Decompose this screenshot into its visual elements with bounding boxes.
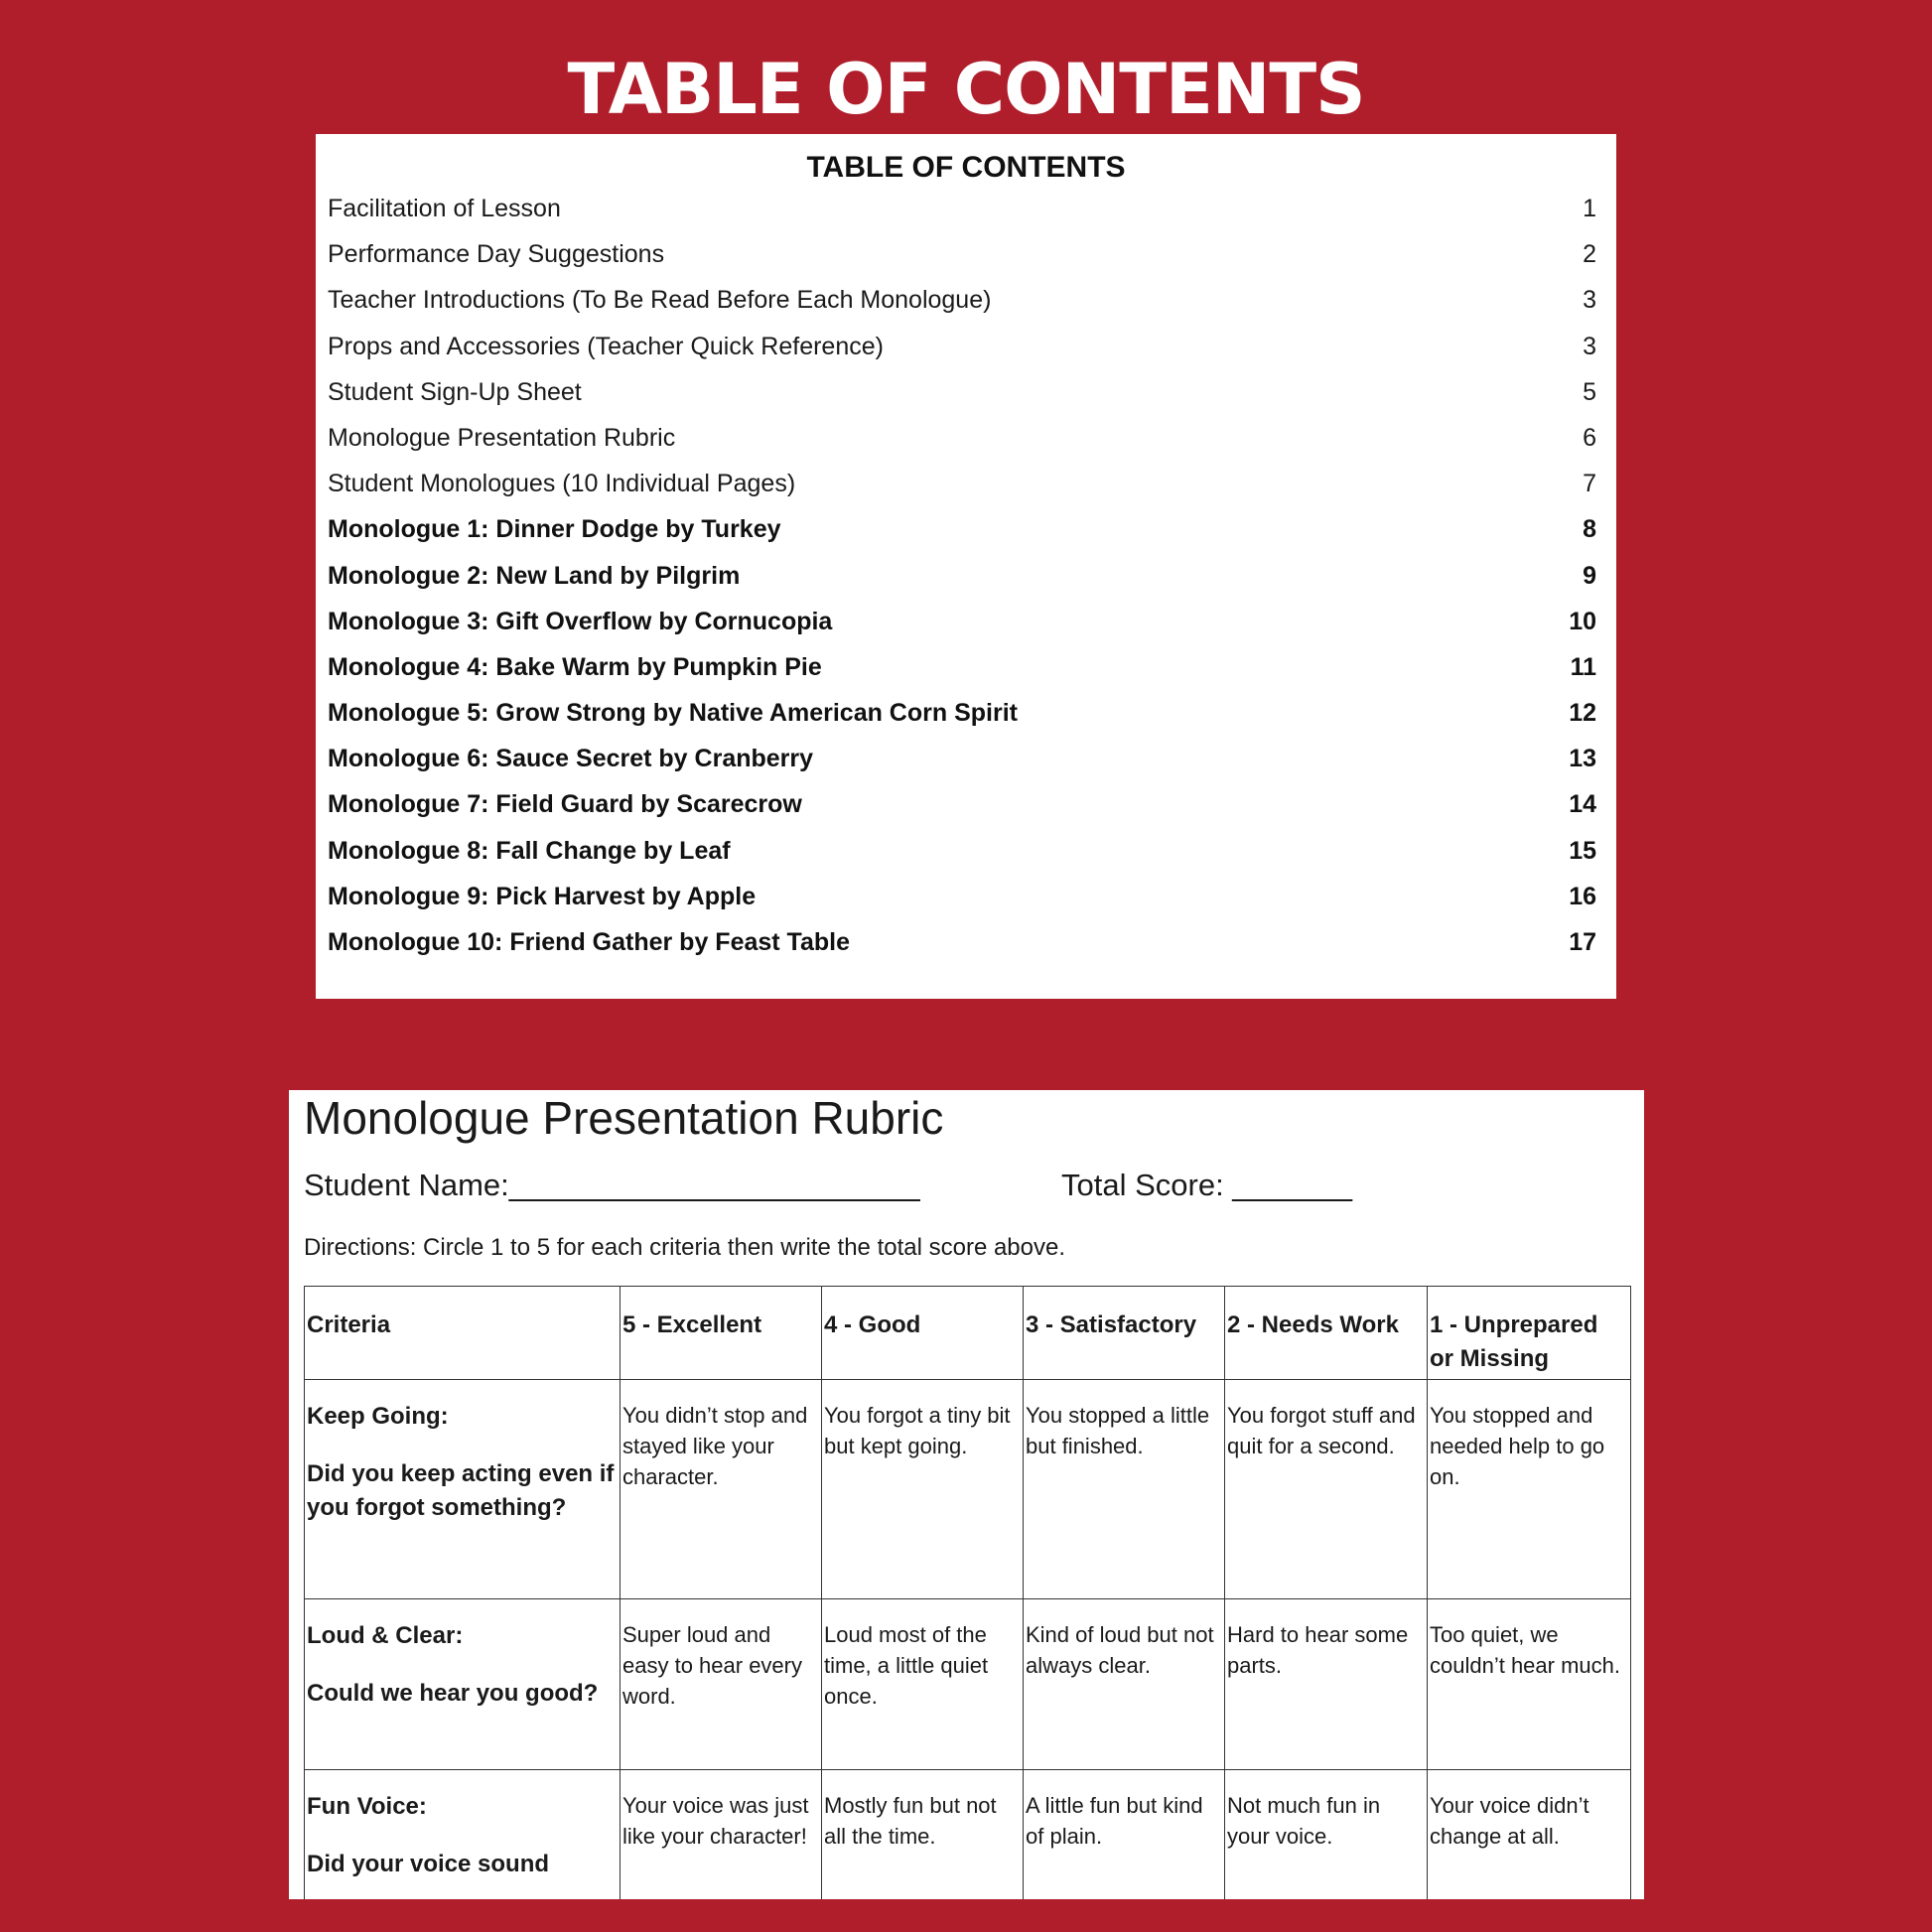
toc-entry-page: 13 bbox=[1569, 745, 1596, 773]
toc-entry-title: Monologue 8: Fall Change by Leaf bbox=[328, 836, 731, 865]
toc-entry-title: Monologue 9: Pick Harvest by Apple bbox=[328, 882, 757, 910]
toc-entry-page: 12 bbox=[1569, 699, 1596, 728]
rubric-cell: You didn’t stop and stayed like your character. bbox=[621, 1380, 822, 1599]
rubric-row bbox=[305, 1599, 1631, 1770]
rubric-header-cell: 1 - Unprepared or Missing bbox=[1428, 1287, 1631, 1380]
toc-entry-page: 17 bbox=[1569, 928, 1596, 956]
toc-entry-page: 3 bbox=[1583, 332, 1596, 360]
toc-entry-monologue bbox=[328, 553, 1596, 599]
rubric-cell: Super loud and easy to hear every word. bbox=[621, 1599, 822, 1770]
rubric-cell: Kind of loud but not always clear. bbox=[1024, 1599, 1225, 1770]
toc-entry-title: Monologue 2: New Land by Pilgrim bbox=[328, 561, 741, 590]
total-score-field: Total Score: _______ bbox=[1061, 1168, 1352, 1202]
rubric-cell: Not much fun in your voice. bbox=[1225, 1770, 1428, 1900]
rubric-cell: Mostly fun but not all the time. bbox=[822, 1770, 1024, 1900]
toc-entry-title: Monologue Presentation Rubric bbox=[328, 423, 676, 452]
toc-entry-monologue bbox=[328, 919, 1596, 965]
toc-entry-monologue bbox=[328, 874, 1596, 919]
toc-entry-title: Student Sign-Up Sheet bbox=[328, 377, 582, 406]
toc-entry-title: Teacher Introductions (To Be Read Before Each Monologue) bbox=[328, 286, 992, 315]
criterion-name: Fun Voice: bbox=[307, 1793, 427, 1820]
rubric-criterion-cell bbox=[305, 1770, 621, 1900]
toc-entry-page: 3 bbox=[1583, 286, 1596, 315]
rubric-table bbox=[304, 1286, 1631, 1899]
toc-entry-monologue bbox=[328, 644, 1596, 690]
toc-entry-title: Facilitation of Lesson bbox=[328, 195, 561, 222]
toc-entry bbox=[328, 324, 1596, 369]
rubric-cell: Loud most of the time, a little quiet once. bbox=[822, 1599, 1024, 1770]
rubric-criterion-cell bbox=[305, 1380, 621, 1599]
rubric-directions: Directions: Circle 1 to 5 for each criteria then write the total score above. bbox=[304, 1234, 1066, 1261]
toc-entry bbox=[328, 415, 1596, 461]
toc-entry bbox=[328, 186, 1596, 231]
toc-entry-title: Monologue 5: Grow Strong by Native American Corn Spirit bbox=[328, 699, 1018, 728]
toc-entry-page: 10 bbox=[1569, 607, 1596, 635]
toc-entry-page: 1 bbox=[1583, 195, 1596, 222]
student-name-field: Student Name:________________________ bbox=[304, 1168, 920, 1202]
rubric-title: Monologue Presentation Rubric bbox=[304, 1092, 944, 1144]
toc-entry bbox=[328, 461, 1596, 506]
toc-entry-monologue bbox=[328, 736, 1596, 781]
rubric-cell: You forgot a tiny bit but kept going. bbox=[822, 1380, 1024, 1599]
toc-heading: TABLE OF CONTENTS bbox=[806, 151, 1126, 184]
toc-entry bbox=[328, 231, 1596, 277]
toc-entry-title: Monologue 10: Friend Gather by Feast Table bbox=[328, 928, 851, 956]
toc-entry-monologue bbox=[328, 599, 1596, 644]
rubric-cell: Hard to hear some parts. bbox=[1225, 1599, 1428, 1770]
criterion-question: Did you keep acting even if you forgot something? bbox=[307, 1460, 615, 1521]
criterion-question: Could we hear you good? bbox=[307, 1680, 599, 1707]
toc-entry-page: 9 bbox=[1583, 561, 1596, 590]
rubric-header-cell: 4 - Good bbox=[822, 1287, 1024, 1380]
rubric-cell: You forgot stuff and quit for a second. bbox=[1225, 1380, 1428, 1599]
toc-entry-title: Student Monologues (10 Individual Pages) bbox=[328, 470, 796, 498]
rubric-cell: Too quiet, we couldn’t hear much. bbox=[1428, 1599, 1631, 1770]
rubric-cell: Your voice was just like your character! bbox=[621, 1770, 822, 1900]
toc-entry-page: 7 bbox=[1583, 470, 1596, 498]
toc-entry-page: 11 bbox=[1570, 652, 1596, 681]
toc-entry-title: Monologue 7: Field Guard by Scarecrow bbox=[328, 790, 802, 819]
toc-entry bbox=[328, 277, 1596, 323]
rubric-header-row bbox=[305, 1287, 1631, 1380]
rubric-header-cell: Criteria bbox=[305, 1287, 621, 1380]
toc-entry-page: 15 bbox=[1569, 836, 1596, 865]
banner-title: TABLE OF CONTENTS bbox=[567, 49, 1365, 130]
rubric-row bbox=[305, 1770, 1631, 1900]
criterion-name: Keep Going: bbox=[307, 1403, 449, 1430]
toc-entry-page: 16 bbox=[1569, 882, 1596, 910]
toc-entry-page: 6 bbox=[1583, 423, 1596, 452]
toc-entry-page: 14 bbox=[1569, 790, 1596, 819]
rubric-card bbox=[289, 1090, 1644, 1899]
toc-entry-title: Props and Accessories (Teacher Quick Reference) bbox=[328, 332, 884, 360]
rubric-row bbox=[305, 1380, 1631, 1599]
toc-entry-monologue bbox=[328, 506, 1596, 552]
toc-entry-page: 8 bbox=[1583, 515, 1596, 544]
toc-entry-title: Monologue 6: Sauce Secret by Cranberry bbox=[328, 745, 814, 773]
toc-card bbox=[316, 134, 1616, 999]
rubric-cell: A little fun but kind of plain. bbox=[1024, 1770, 1225, 1900]
toc-entry-title: Monologue 3: Gift Overflow by Cornucopia bbox=[328, 607, 833, 635]
toc-entry-title: Monologue 1: Dinner Dodge by Turkey bbox=[328, 515, 781, 544]
toc-entry-monologue bbox=[328, 781, 1596, 827]
criterion-question: Did your voice sound bbox=[307, 1851, 550, 1877]
toc-entry-monologue bbox=[328, 828, 1596, 874]
rubric-header-cell: 3 - Satisfactory bbox=[1024, 1287, 1225, 1380]
toc-entry bbox=[328, 369, 1596, 415]
rubric-header-cell: 5 - Excellent bbox=[621, 1287, 822, 1380]
rubric-cell: You stopped and needed help to go on. bbox=[1428, 1380, 1631, 1599]
rubric-header-cell: 2 - Needs Work bbox=[1225, 1287, 1428, 1380]
rubric-criterion-cell bbox=[305, 1599, 621, 1770]
criterion-name: Loud & Clear: bbox=[307, 1622, 464, 1649]
toc-entry-monologue bbox=[328, 690, 1596, 736]
toc-entry-page: 2 bbox=[1583, 240, 1596, 269]
toc-entry-title: Performance Day Suggestions bbox=[328, 240, 665, 269]
toc-entry-title: Monologue 4: Bake Warm by Pumpkin Pie bbox=[328, 652, 822, 681]
toc-list bbox=[328, 186, 1596, 965]
rubric-cell: You stopped a little but finished. bbox=[1024, 1380, 1225, 1599]
rubric-cell: Your voice didn’t change at all. bbox=[1428, 1770, 1631, 1900]
toc-entry-page: 5 bbox=[1583, 377, 1596, 406]
